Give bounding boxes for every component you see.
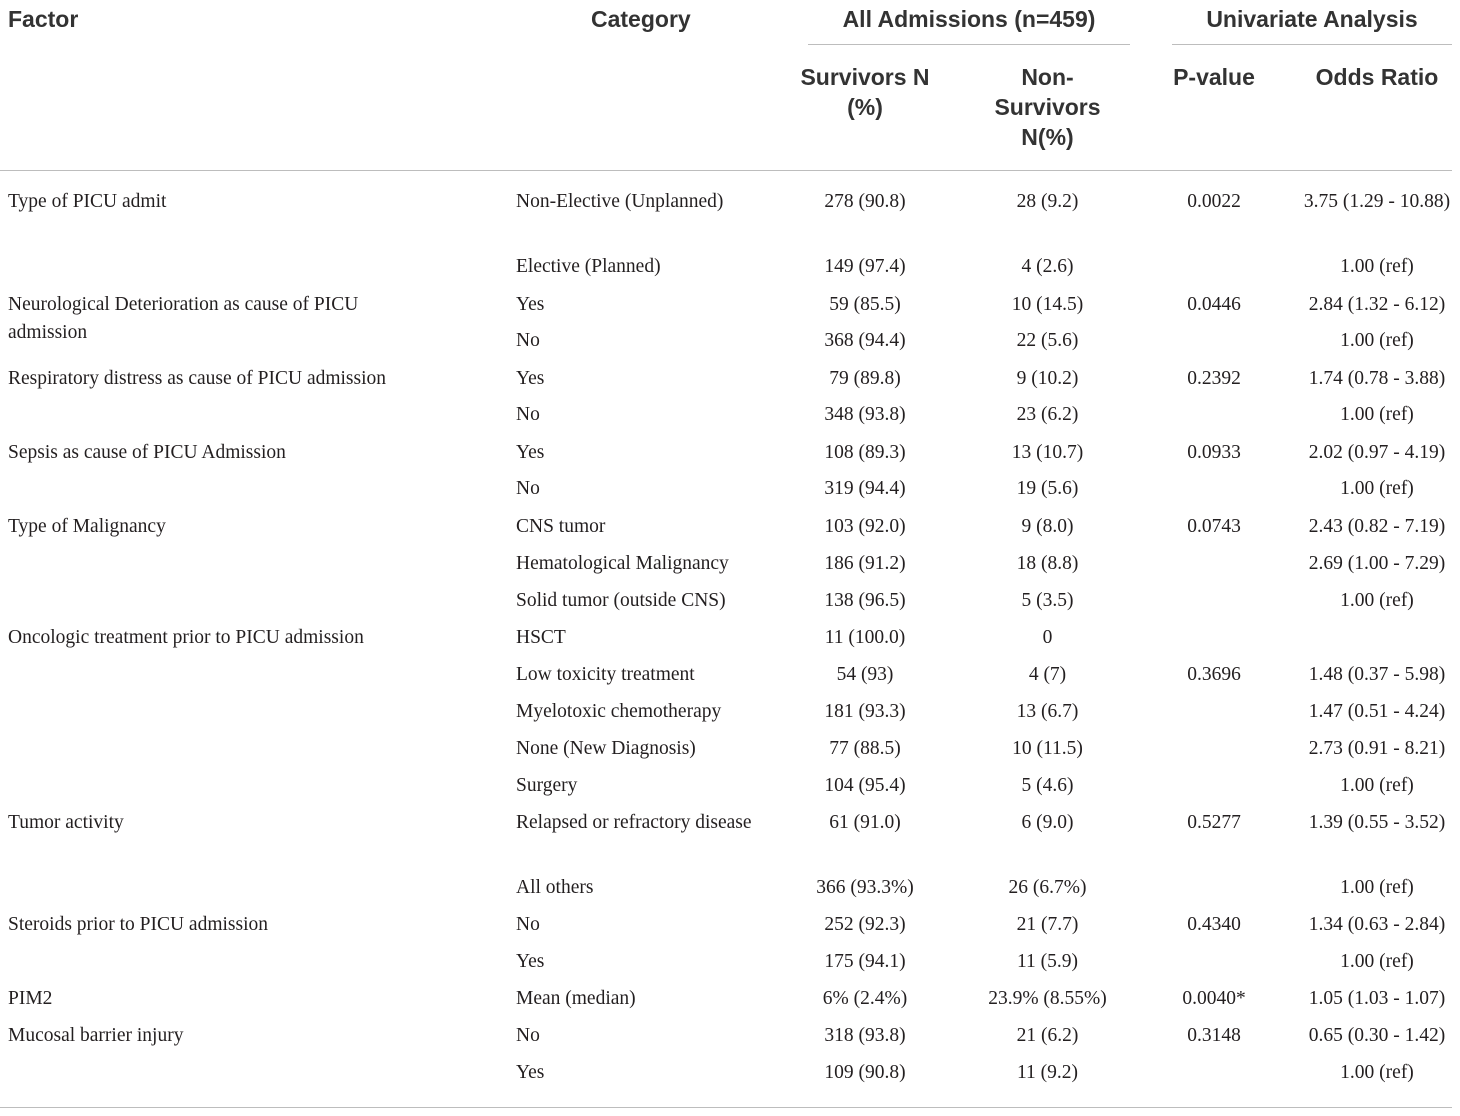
row-p-value: 0.0743 — [1187, 516, 1241, 537]
row-non-survivors: 10 (11.5) — [1012, 738, 1083, 759]
row-odds-ratio: 1.00 (ref) — [1340, 330, 1414, 351]
row-survivors: 6% (2.4%) — [822, 988, 908, 1009]
row-survivors: 77 (88.5) — [829, 738, 901, 759]
row-p-value: 0.2392 — [1187, 368, 1241, 389]
row-category: Elective (Planned) — [516, 256, 661, 277]
row-p-value: 0.0040* — [1182, 988, 1246, 1009]
header-survivors: Survivors N (%) — [800, 64, 930, 120]
row-factor: Sepsis as cause of PICU Admission — [8, 442, 286, 463]
row-non-survivors: 4 (2.6) — [1021, 256, 1074, 277]
row-category: No — [516, 404, 540, 425]
row-category: Yes — [516, 368, 545, 389]
row-odds-ratio: 1.00 (ref) — [1340, 877, 1414, 898]
row-category: No — [516, 914, 540, 935]
row-factor: Steroids prior to PICU admission — [8, 914, 269, 935]
row-non-survivors: 28 (9.2) — [1016, 191, 1079, 212]
row-factor: Type of Malignancy — [8, 516, 166, 537]
header-all-admissions: All Admissions (n=459) — [842, 6, 1096, 32]
header-univariate-analysis: Univariate Analysis — [1206, 6, 1418, 32]
row-p-value: 0.0933 — [1187, 442, 1241, 463]
row-survivors: 138 (96.5) — [824, 590, 906, 611]
row-category: No — [516, 330, 540, 351]
row-odds-ratio: 1.74 (0.78 - 3.88) — [1308, 368, 1446, 389]
row-odds-ratio: 1.00 (ref) — [1340, 590, 1414, 611]
row-survivors: 366 (93.3%) — [816, 877, 914, 898]
row-survivors: 278 (90.8) — [824, 191, 906, 212]
header-odds-ratio: Odds Ratio — [1315, 64, 1439, 90]
row-survivors: 181 (93.3) — [824, 701, 906, 722]
row-odds-ratio: 1.00 (ref) — [1340, 404, 1414, 425]
row-category: Low toxicity treatment — [516, 664, 695, 685]
header-p-value: P-value — [1173, 64, 1255, 90]
row-non-survivors: 19 (5.6) — [1016, 478, 1079, 499]
row-category: Non-Elective (Unplanned) — [516, 191, 724, 212]
row-odds-ratio: 1.47 (0.51 - 4.24) — [1308, 701, 1446, 722]
row-category: Yes — [516, 294, 545, 315]
row-p-value: 0.0022 — [1187, 191, 1241, 212]
row-non-survivors: 13 (6.7) — [1016, 701, 1079, 722]
row-odds-ratio: 1.34 (0.63 - 2.84) — [1308, 914, 1446, 935]
row-non-survivors: 9 (10.2) — [1016, 368, 1079, 389]
row-survivors: 54 (93) — [836, 664, 894, 685]
row-non-survivors: 22 (5.6) — [1016, 330, 1079, 351]
row-odds-ratio: 1.00 (ref) — [1340, 478, 1414, 499]
row-factor: Type of PICU admit — [8, 191, 167, 212]
row-category: Solid tumor (outside CNS) — [516, 590, 726, 611]
row-factor: Oncologic treatment prior to PICU admission — [8, 627, 364, 648]
row-non-survivors: 6 (9.0) — [1021, 812, 1074, 833]
row-survivors: 59 (85.5) — [829, 294, 901, 315]
row-p-value: 0.5277 — [1187, 812, 1241, 833]
row-survivors: 368 (94.4) — [824, 330, 906, 351]
row-survivors: 318 (93.8) — [824, 1025, 906, 1046]
row-p-value: 0.0446 — [1187, 294, 1241, 315]
row-category: Relapsed or refractory disease — [516, 812, 752, 833]
row-survivors: 79 (89.8) — [829, 368, 901, 389]
row-odds-ratio: 1.39 (0.55 - 3.52) — [1308, 812, 1446, 833]
row-odds-ratio: 1.00 (ref) — [1340, 951, 1414, 972]
row-odds-ratio: 3.75 (1.29 - 10.88) — [1303, 191, 1451, 212]
row-category: Surgery — [516, 775, 578, 796]
row-category: None (New Diagnosis) — [516, 738, 696, 759]
row-factor: Respiratory distress as cause of PICU admission — [8, 368, 387, 389]
row-non-survivors: 11 (9.2) — [1016, 1062, 1078, 1083]
row-category: No — [516, 1025, 540, 1046]
row-odds-ratio: 2.73 (0.91 - 8.21) — [1308, 738, 1446, 759]
row-category: All others — [516, 877, 594, 898]
row-survivors: 252 (92.3) — [824, 914, 906, 935]
row-odds-ratio: 2.84 (1.32 - 6.12) — [1308, 294, 1446, 315]
row-non-survivors: 4 (7) — [1028, 664, 1067, 685]
row-p-value: 0.4340 — [1187, 914, 1241, 935]
row-odds-ratio: 2.02 (0.97 - 4.19) — [1308, 442, 1446, 463]
table-bottom-rule — [0, 1107, 1452, 1108]
row-odds-ratio: 2.43 (0.82 - 7.19) — [1308, 516, 1446, 537]
header-factor: Factor — [8, 6, 79, 32]
row-factor: Neurological Deterioration as cause of PICU admission — [8, 294, 359, 343]
row-odds-ratio: 1.05 (1.03 - 1.07) — [1308, 988, 1446, 1009]
row-non-survivors: 5 (4.6) — [1021, 775, 1074, 796]
row-survivors: 348 (93.8) — [824, 404, 906, 425]
row-survivors: 319 (94.4) — [824, 478, 906, 499]
header-category: Category — [591, 6, 691, 32]
row-non-survivors: 5 (3.5) — [1021, 590, 1074, 611]
row-odds-ratio: 0.65 (0.30 - 1.42) — [1308, 1025, 1446, 1046]
row-odds-ratio: 1.00 (ref) — [1340, 1062, 1414, 1083]
row-survivors: 108 (89.3) — [824, 442, 906, 463]
row-category: Yes — [516, 1062, 545, 1083]
row-category: CNS tumor — [516, 516, 606, 537]
row-odds-ratio: 1.00 (ref) — [1340, 775, 1414, 796]
row-non-survivors: 13 (10.7) — [1011, 442, 1084, 463]
row-non-survivors: 21 (7.7) — [1016, 914, 1079, 935]
row-factor: PIM2 — [8, 988, 53, 1009]
row-category: Mean (median) — [516, 988, 636, 1009]
row-category: Hematological Malignancy — [516, 553, 729, 574]
row-non-survivors: 18 (8.8) — [1016, 553, 1079, 574]
row-category: Yes — [516, 951, 545, 972]
row-factor: Tumor activity — [8, 812, 124, 833]
row-category: HSCT — [516, 627, 566, 648]
row-p-value: 0.3148 — [1187, 1025, 1241, 1046]
row-survivors: 149 (97.4) — [824, 256, 906, 277]
row-non-survivors: 26 (6.7%) — [1008, 877, 1087, 898]
row-non-survivors: 9 (8.0) — [1021, 516, 1074, 537]
row-non-survivors: 23 (6.2) — [1016, 404, 1079, 425]
row-odds-ratio: 1.48 (0.37 - 5.98) — [1308, 664, 1446, 685]
row-odds-ratio: 1.00 (ref) — [1340, 256, 1414, 277]
row-category: Yes — [516, 442, 545, 463]
row-category: Myelotoxic chemotherapy — [516, 701, 722, 722]
row-survivors: 61 (91.0) — [829, 812, 901, 833]
row-survivors: 11 (100.0) — [824, 627, 906, 648]
row-odds-ratio: 2.69 (1.00 - 7.29) — [1308, 553, 1446, 574]
row-non-survivors: 21 (6.2) — [1016, 1025, 1079, 1046]
row-non-survivors: 10 (14.5) — [1011, 294, 1084, 315]
row-survivors: 104 (95.4) — [824, 775, 906, 796]
row-survivors: 186 (91.2) — [824, 553, 906, 574]
row-survivors: 175 (94.1) — [824, 951, 906, 972]
row-p-value: 0.3696 — [1187, 664, 1241, 685]
row-non-survivors: 11 (5.9) — [1016, 951, 1078, 972]
row-non-survivors: 23.9% (8.55%) — [988, 988, 1107, 1009]
header-non-survivors: Non-Survivors N(%) — [994, 64, 1101, 150]
row-survivors: 103 (92.0) — [824, 516, 906, 537]
row-survivors: 109 (90.8) — [824, 1062, 906, 1083]
row-category: No — [516, 478, 540, 499]
row-factor: Mucosal barrier injury — [8, 1025, 184, 1046]
row-non-survivors: 0 — [1042, 627, 1053, 648]
